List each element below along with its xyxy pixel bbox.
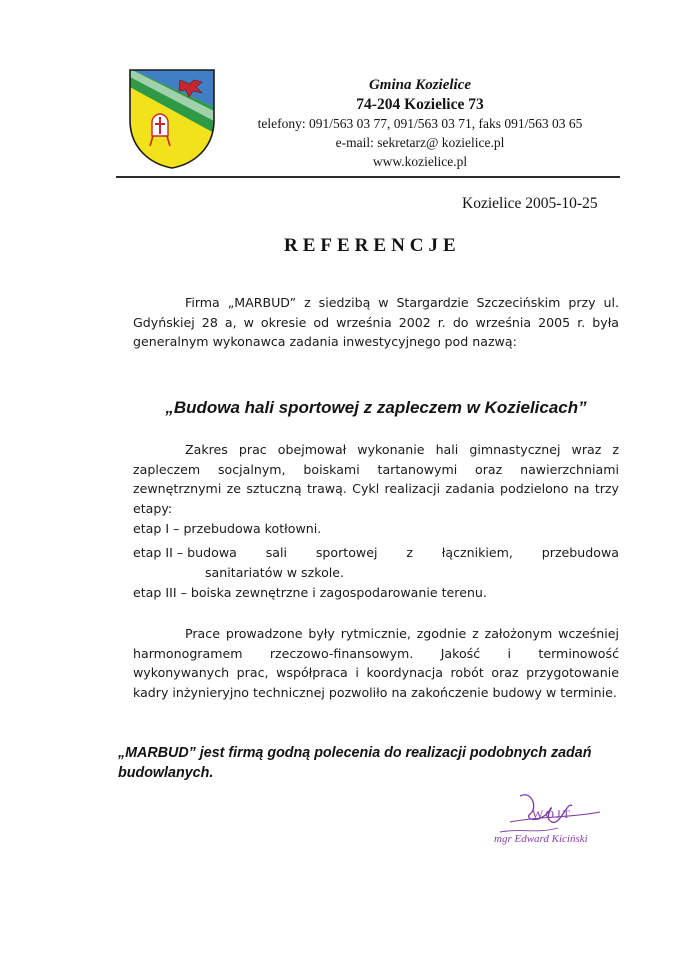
paragraph-evaluation: Prace prowadzone były rytmicznie, zgodnie z założonym wcześniej harmonogramem rzeczowo-finansowym. Jakość i terminowość wykonywanych prac, współpraca i koordynacja robót oraz przygotowanie kadry inżynieryjno technicznej pozwoliło na zakończenie budowy w terminie. [133,626,619,700]
municipality-name: Gmina Kozielice [368,77,472,93]
signature-icon [480,788,640,868]
recommendation: „MARBUD” jest firmą godną polecenia do realizacji podobnych zadań budowlanych. [118,745,592,781]
stage-2-text: budowa sali sportowej z łącznikiem, przebudowa [187,545,619,560]
stage-1-label: etap I [133,521,170,536]
paragraph-intro: Firma „MARBUD” z siedzibą w Stargardzie Szczecińskim przy ul. Gdyńskiej 28 a, w okresie od września 2002 r. do września 2005 r. była generalnym wykonawca zadania inwestycyjnego pod nazwą: [133,295,619,349]
project-title: „Budowa hali sportowej z zapleczem w Kozielicach” [165,398,587,417]
signatory-name: mgr Edward Kiciński [494,833,588,845]
stage-3-label: etap III [133,585,177,600]
phone-numbers: telefony: 091/563 03 77, 091/563 03 71, faks 091/563 03 65 [257,116,583,131]
municipality-address: 74-204 Kozielice 73 [356,96,484,113]
document-title: REFERENCJE [284,235,461,256]
website: www.kozielice.pl [372,154,468,169]
stage-1 [133,519,619,539]
stage-2-continuation: sanitariatów w szkole. [205,565,345,580]
stage-3-text: – boiska zewnętrzne i zagospodarowanie terenu. [180,585,487,600]
stamp-text: WÓJT [532,807,572,821]
stage-1-text: – przebudowa kotłowni. [173,521,322,536]
coat-of-arms-icon [128,68,216,170]
letterhead-divider [116,176,620,178]
email-address: e-mail: sekretarz@ kozielice.pl [335,135,505,150]
stage-3 [133,583,619,603]
signature-stamp [480,788,640,868]
paragraph-scope: Zakres prac obejmował wykonanie hali gimnastycznej wraz z zapleczem socjalnym, boiskami tartanowymi oraz nawierzchniami zewnętrznymi ze sztuczną trawą. Cykl realizacji zadania podzielono na trzy etapy: [133,442,619,516]
letter-date: Kozielice 2005-10-25 [462,195,598,212]
letterhead [240,76,600,171]
stage-2-label: etap II – [133,545,184,560]
coat-of-arms [128,68,216,170]
stage-2 [133,543,619,563]
